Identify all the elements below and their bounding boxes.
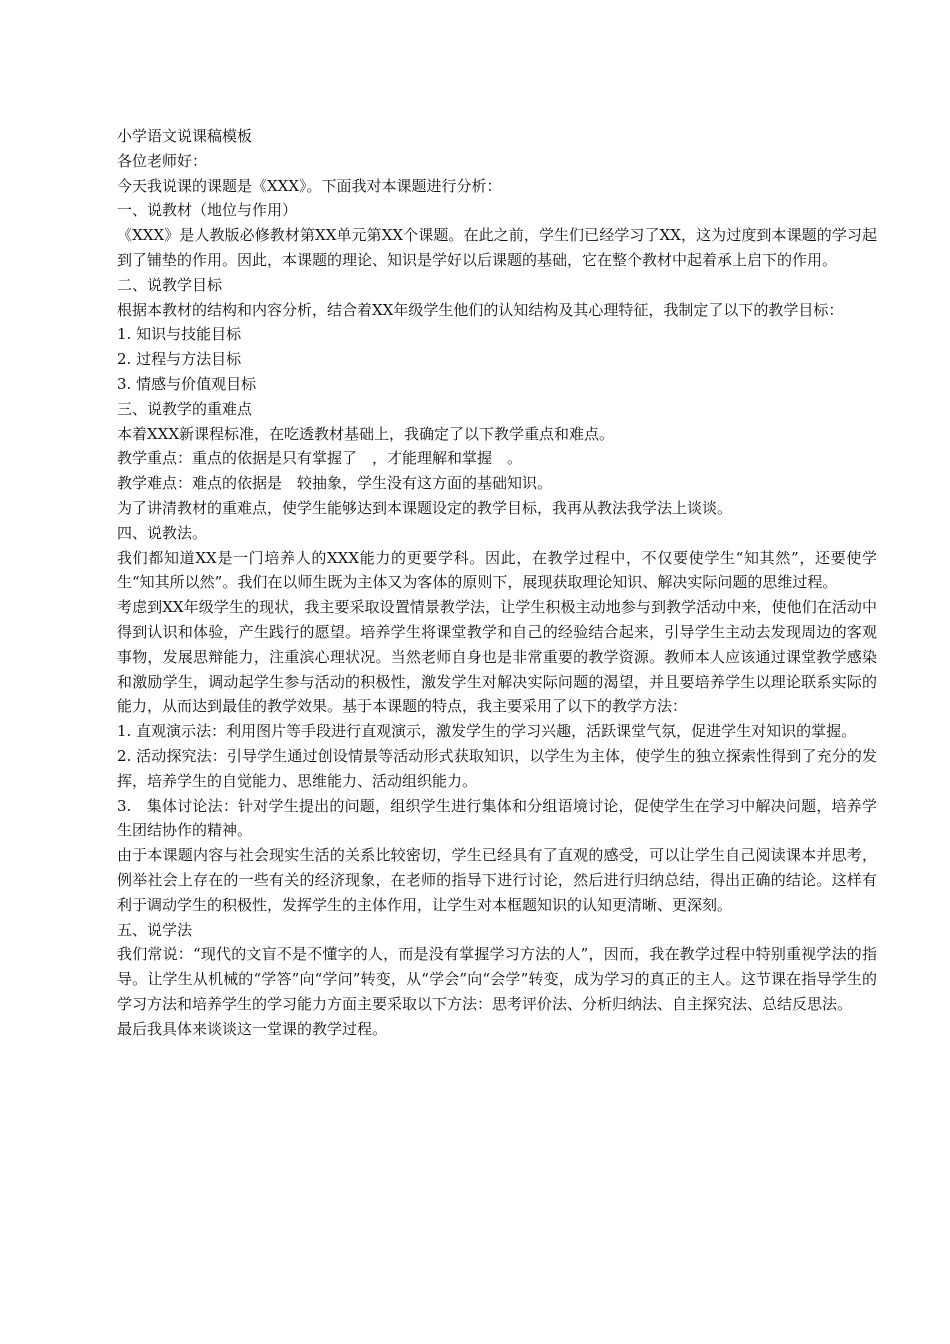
teaching-methods-paragraph-2: 考虑到XX年级学生的现状，我主要采取设置情景教学法，让学生积极主动地参与到教学活动中来，使他们在活动中得到认识和体验，产生践行的愿望。培养学生将课堂教学和自己的经验结合起来，引导学生主动去发现周边的客观事物，发展思辩能力，注重滨心理状况。当然老师自身也是非常重要的教学资源。教师本人应该通过课堂教学感染和激励学生，调动起学生参与活动的积极性，激发学生对解决实际问题的渴望，并且要培养学生以理论联系实际的能力，从而达到最佳的教学效果。基于本课题的特点，我主要采用了以下的教学方法：	[117, 598, 877, 716]
teaching-methods-paragraph-1: 我们都知道XX是一门培养人的XXX能力的更要学科。因此，在教学过程中，不仅要使学生“知其然”，还要使学生“知其所以然”。我们在以师生既为主体又为客体的原则下，展现获取理论知识、解决实际问题的思维过程。	[117, 548, 877, 592]
section-heading-teaching-methods: 四、说教法。	[117, 523, 208, 542]
goal-item-knowledge: 1. 知识与技能目标	[117, 325, 242, 344]
textbook-paragraph: 《XXX》是人教版必修教材第XX单元第XX个课题。在此之前，学生们已经学习了XX，这为过度到本课题的学习起到了铺垫的作用。因此，本课题的理论、知识是学好以后课题的基础，它在整个教材中起着承上启下的作用。	[117, 226, 877, 269]
goal-item-process: 2. 过程与方法目标	[117, 350, 242, 369]
method-item-discussion: 3. 集体讨论法：针对学生提出的问题，组织学生进行集体和分组语境讨论，促使学生在学习中解决问题，培养学生团结协作的精神。	[117, 796, 877, 840]
section-heading-learning-methods: 五、说学法	[117, 920, 193, 939]
key-points-paragraph: 本着XXX新课程标准，在吃透教材基础上，我确定了以下教学重点和难点。	[117, 424, 615, 443]
closing-paragraph: 最后我具体来谈谈这一堂课的教学过程。	[117, 1019, 388, 1038]
document-title: 小学语文说课稿模板	[117, 127, 253, 145]
section-heading-textbook: 一、说教材（地位与作用）	[117, 201, 298, 220]
document-body	[117, 124, 877, 1041]
difficult-point-item: 教学难点：难点的依据是 较抽象，学生没有这方面的基础知识。	[117, 474, 553, 493]
method-item-demonstration: 1. 直观演示法：利用图片等手段进行直观演示，激发学生的学习兴趣，活跃课堂气氛，促进学生对知识的掌握。	[117, 722, 857, 741]
intro-paragraph: 今天我说课的课题是《XXX》。下面我对本课题进行分析：	[117, 176, 502, 195]
goals-paragraph: 根据本教材的结构和内容分析，结合着XX年级学生他们的认知结构及其心理特征，我制定了以下的教学目标：	[117, 300, 844, 319]
learning-methods-paragraph: 我们常说：“现代的文盲不是不懂字的人，而是没有掌握学习方法的人”，因而，我在教学过程中特别重视学法的指导。让学生从机械的“学答”向“学问”转变，从“学会”向“会学”转变，成为学习的真正的主人。这节课在指导学生的学习方法和培养学生的学习能力方面主要采取以下方法：思考评价法、分析归纳法、自主探究法、总结反思法。	[117, 945, 877, 1013]
key-point-item: 教学重点：重点的依据是只有掌握了 ，才能理解和掌握 。	[117, 449, 523, 468]
greeting: 各位老师好：	[117, 151, 208, 170]
goal-item-values: 3. 情感与价值观目标	[117, 374, 257, 393]
transition-paragraph: 为了讲清教材的重难点，使学生能够达到本课题设定的教学目标，我再从教法我学法上谈谈。	[117, 498, 733, 517]
section-heading-goals: 二、说教学目标	[117, 275, 223, 294]
method-item-inquiry: 2. 活动探究法：引导学生通过创设情景等活动形式获取知识，以学生为主体，使学生的独立探索性得到了充分的发挥，培养学生的自觉能力、思维能力、活动组织能力。	[117, 746, 877, 790]
teaching-methods-paragraph-3: 由于本课题内容与社会现实生活的关系比较密切，学生已经具有了直观的感受，可以让学生自己阅读课本并思考，例举社会上存在的一些有关的经济现象，在老师的指导下进行讨论，然后进行归纳总结，得出正确的结论。这样有利于调动学生的积极性，发挥学生的主体作用，让学生对本框题知识的认知更清晰、更深刻。	[117, 846, 877, 914]
section-heading-key-points: 三、说教学的重难点	[117, 399, 253, 418]
